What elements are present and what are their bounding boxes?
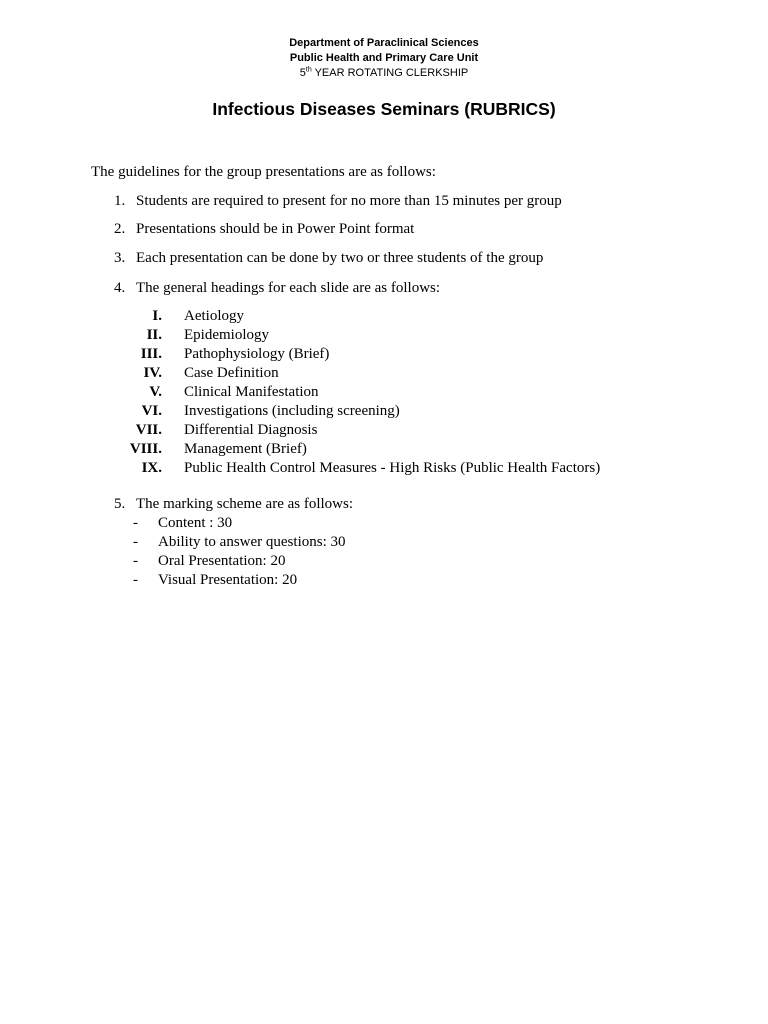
unit-name: Public Health and Primary Care Unit xyxy=(289,52,479,64)
year-number: 5 xyxy=(299,67,306,79)
roman-numeral: IX. xyxy=(141,460,162,476)
guideline-number: 1. xyxy=(114,193,126,209)
marking-scheme-list xyxy=(133,514,346,590)
heading-text: Management (Brief) xyxy=(184,441,307,457)
roman-numeral: VI. xyxy=(141,403,162,419)
marking-text: Ability to answer questions: 30 xyxy=(158,534,346,550)
heading-text: Clinical Manifestation xyxy=(184,384,319,400)
guideline-number: 3. xyxy=(114,250,126,266)
list-item xyxy=(133,571,346,590)
heading-text: Case Definition xyxy=(184,365,279,381)
heading-text: Pathophysiology (Brief) xyxy=(184,346,330,362)
list-item xyxy=(110,402,600,421)
roman-numeral: V. xyxy=(149,384,162,400)
list-item xyxy=(110,440,600,459)
guideline-item-3 xyxy=(114,249,543,267)
guideline-text: The general headings for each slide are as follows: xyxy=(136,280,441,296)
department-name: Department of Paraclinical Sciences xyxy=(289,37,479,49)
dash-bullet: - xyxy=(133,572,138,588)
roman-numeral: III. xyxy=(140,346,162,362)
guideline-item-1 xyxy=(114,192,562,210)
list-item xyxy=(110,459,600,478)
heading-text: Epidemiology xyxy=(184,327,269,343)
roman-numeral: IV. xyxy=(143,365,162,381)
list-item xyxy=(110,383,600,402)
page-title: Infectious Diseases Seminars (RUBRICS) xyxy=(212,99,556,119)
list-item xyxy=(133,552,346,571)
clerkship-line xyxy=(0,66,768,80)
guideline-item-5 xyxy=(114,495,353,513)
list-item xyxy=(133,533,346,552)
heading-text: Public Health Control Measures - High Risks (Public Health Factors) xyxy=(184,460,601,476)
list-item xyxy=(133,514,346,533)
guideline-item-2 xyxy=(114,220,414,238)
guideline-text: The marking scheme are as follows: xyxy=(136,496,354,512)
guideline-number: 5. xyxy=(114,496,126,512)
dash-bullet: - xyxy=(133,553,138,569)
dash-bullet: - xyxy=(133,515,138,531)
heading-text: Differential Diagnosis xyxy=(184,422,318,438)
heading-text: Investigations (including screening) xyxy=(184,403,400,419)
roman-numeral: II. xyxy=(146,327,162,343)
intro-text: The guidelines for the group presentations are as follows: xyxy=(91,164,436,180)
dash-bullet: - xyxy=(133,534,138,550)
guideline-text: Each presentation can be done by two or three students of the group xyxy=(136,250,544,266)
guideline-text: Presentations should be in Power Point format xyxy=(136,221,415,237)
marking-text: Visual Presentation: 20 xyxy=(158,572,298,588)
clerkship-label: YEAR ROTATING CLERKSHIP xyxy=(311,67,469,79)
roman-numeral: VII. xyxy=(135,422,162,438)
list-item xyxy=(110,364,600,383)
list-item xyxy=(110,421,600,440)
list-item xyxy=(110,307,600,326)
list-item xyxy=(110,326,600,345)
slide-headings-list xyxy=(110,307,600,478)
guideline-number: 4. xyxy=(114,280,126,296)
year-suffix: th xyxy=(305,66,312,74)
heading-text: Aetiology xyxy=(184,308,244,324)
list-item xyxy=(110,345,600,364)
roman-numeral: I. xyxy=(152,308,162,324)
guideline-number: 2. xyxy=(114,221,126,237)
marking-text: Content : 30 xyxy=(158,515,233,531)
marking-text: Oral Presentation: 20 xyxy=(158,553,286,569)
guideline-item-4 xyxy=(114,279,440,297)
guideline-text: Students are required to present for no more than 15 minutes per group xyxy=(136,193,562,209)
roman-numeral: VIII. xyxy=(129,441,162,457)
